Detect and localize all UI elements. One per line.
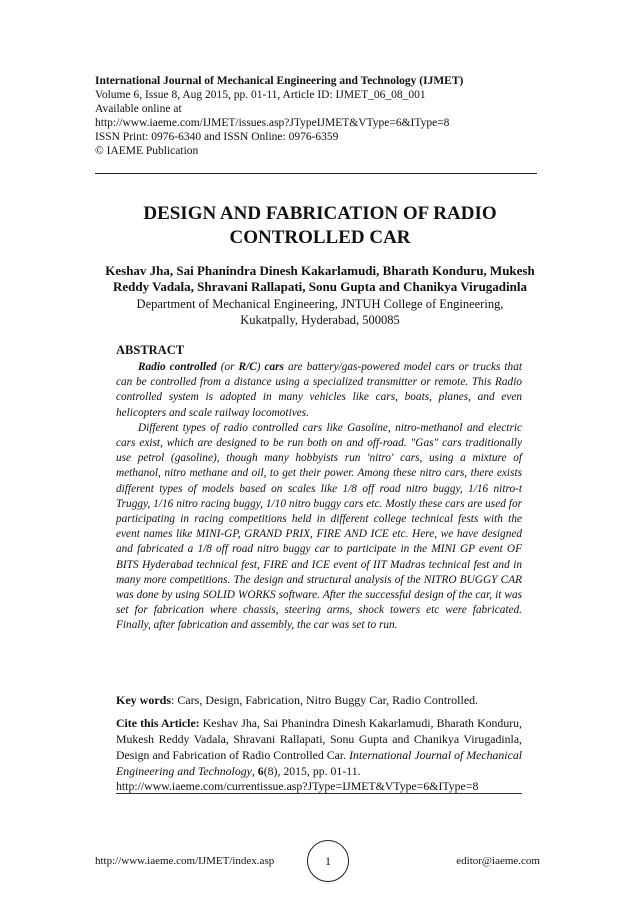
citation-issue-pages: (8), 2015, pp. 01-11. xyxy=(263,764,361,778)
citation-url[interactable]: http://www.iaeme.com/currentissue.asp?JType=IJMET&VType=6&IType=8 xyxy=(116,779,479,793)
journal-header xyxy=(95,74,545,158)
citation xyxy=(116,715,522,779)
affiliation-line-2: Kukatpally, Hyderabad, 500085 xyxy=(240,313,400,327)
available-online-label: Available online at xyxy=(95,103,182,115)
abstract-heading: ABSTRACT xyxy=(116,343,185,357)
page-number: 1 xyxy=(307,840,349,882)
abstract-paragraph-1 xyxy=(116,360,522,421)
citation-volume: 6 xyxy=(257,764,264,778)
issue-info: Volume 6, Issue 8, Aug 2015, pp. 01-11, Article ID: IJMET_06_08_001 xyxy=(95,89,426,101)
journal-url[interactable]: http://www.iaeme.com/IJMET/issues.asp?JTypeIJMET&VType=6&IType=8 xyxy=(95,117,450,129)
paper-title xyxy=(100,202,540,250)
paper-title-line-1: DESIGN AND FABRICATION OF RADIO xyxy=(143,203,497,224)
author-line-1: Keshav Jha, Sai Phanindra Dinesh Kakarlamudi, Bharath Konduru, Mukesh xyxy=(105,263,535,278)
abstract-cars-term: cars xyxy=(264,361,284,373)
citation-separator: , xyxy=(251,764,258,778)
abstract-paragraph-2: Different types of radio controlled cars like Gasoline, nitro-methanol and electric cars exist, which are designed to be run both on and off-road. "Gas" cars traditionally use petrol (gasoline), though many hobbyists run 'nitro' cars, using a mixture of methanol, nitro methane and oil, to get their power. Among these nitro cars, there exists different types of models based on scales like 1/8 off road nitro buggy, 1/16 nitro-t Truggy, 1/16 nitro racing buggy, 1/10 nitro buggy cars etc. Mostly these cars are used for participating in racing competitions held in different college technical fests with the event names like MINI-GP, GRAND PRIX, FIRE AND ICE etc. Here, we have designed and fabricated a 1/8 off road nitro buggy car to participate in the MINI GP event OF BITS Hyderabad technical fest, FIRE and ICE event of IIT Madras technical fest and in many more competitions. The design and structural analysis of the NITRO BUGGY CAR was done by using SOLID WORKS software. After the successful design of the car, it was set for fabrication where chassis, steering arms, shock towers etc were fabricated. Finally, after fabrication and assembly, the car was set to run. xyxy=(116,421,522,632)
author-line-2: Reddy Vadala, Shravani Rallapati, Sonu Gupta and Chanikya Virugadinla xyxy=(113,279,527,294)
page-footer xyxy=(95,852,540,872)
citation-divider xyxy=(116,793,522,794)
footer-email[interactable]: editor@iaeme.com xyxy=(456,855,540,867)
affiliation xyxy=(100,296,540,328)
keywords-text: : Cars, Design, Fabrication, Nitro Buggy Car, Radio Controlled. xyxy=(171,693,479,707)
keywords xyxy=(116,693,522,708)
citation-authors-title: Keshav Jha, Sai Phanindra Dinesh Kakarlamudi, Bharath Konduru, Mukesh Reddy Vadala, Shravani Rallapati, Sonu Gupta and Chanikya Virugadinla, Design and Fabrication of Radio Controlled Car. xyxy=(116,716,522,762)
author-list xyxy=(100,263,540,295)
abstract-body xyxy=(116,360,522,634)
keywords-label: Key words xyxy=(116,693,171,707)
abstract-paren-close: ) xyxy=(256,361,265,373)
abstract-rc-term: R/C xyxy=(238,361,257,373)
abstract-paren-open: (or xyxy=(216,361,239,373)
abstract-lead-term: Radio controlled xyxy=(138,361,217,373)
abstract-paragraph-1-text: are battery/gas-powered model cars or trucks that can be controlled from a distance using a specialized transmitter or remote. This Radio controlled system is adopted in many vehicles like cars, boats, planes, and even helicopters and scale railway locomotives. xyxy=(116,361,522,419)
publisher: © IAEME Publication xyxy=(95,145,199,157)
paper-title-line-2: CONTROLLED CAR xyxy=(229,227,411,248)
affiliation-line-1: Department of Mechanical Engineering, JNTUH College of Engineering, xyxy=(136,297,504,311)
citation-journal: International Journal of Mechanical Engineering and Technology xyxy=(116,748,522,778)
footer-journal-url[interactable]: http://www.iaeme.com/IJMET/index.asp xyxy=(95,855,275,867)
header-divider xyxy=(95,173,537,174)
journal-name: International Journal of Mechanical Engineering and Technology (IJMET) xyxy=(95,75,464,87)
issn-info: ISSN Print: 0976-6340 and ISSN Online: 0976-6359 xyxy=(95,131,339,143)
citation-label: Cite this Article: xyxy=(116,716,200,730)
